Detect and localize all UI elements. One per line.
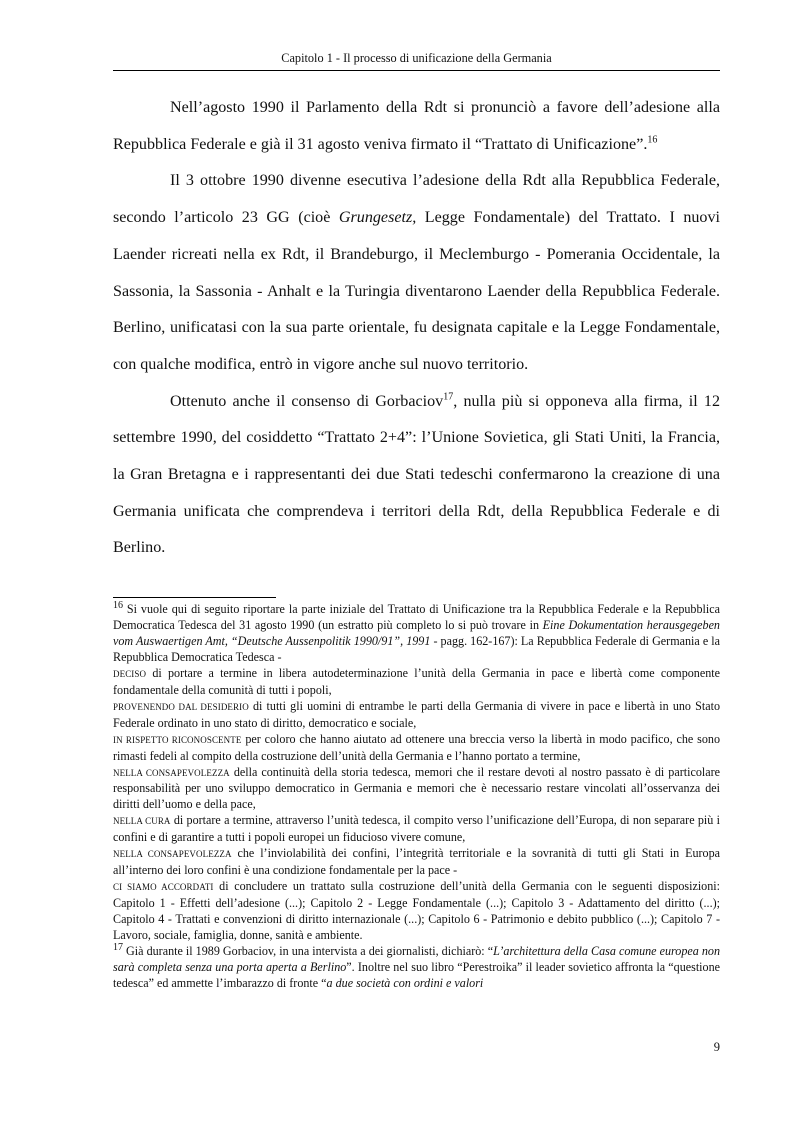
paragraph-1 <box>113 90 720 163</box>
footnote-17-marker: 17 <box>113 941 123 953</box>
footnote-16-text-a: Si vuole qui di seguito riportare la parte iniziale del Trattato di Unificazione tra la Repubblica Federale e la Repubblica Democratica Tedesca del 31 agosto 1990 (un estratto più completo lo si può trovare in <box>113 602 720 632</box>
clause-lead: NELLA CURA <box>113 816 171 827</box>
footnote-17-text-a: Già durante il 1989 Gorbaciov, in una intervista a dei giornalisti, dichiarò: “ <box>123 944 494 959</box>
clause-lead: NELLA CONSAPEVOLEZZA <box>113 849 232 860</box>
footnote-16-clause <box>113 846 720 879</box>
footnote-16-intro <box>113 599 720 666</box>
footnote-17-quote-1: L’architettura della Casa comune europea non sarà completa senza una porta aperta a Berlino <box>113 944 720 974</box>
paragraph-2-text-b: Legge Fondamentale) del Trattato. I nuovi Laender ricreati nella ex Rdt, il Brandeburgo, il Meclemburgo - Pomerania Occidentale, la Sassonia, la Sassonia - Anhalt e la Turingia diventarono Laender della Repubblica Federale. Berlino, unificatasi con la sua parte orientale, fu designata capitale e la Legge Fondamentale, con qualche modifica, entrò in vigore anche sul nuovo territorio. <box>113 209 720 373</box>
paragraph-3-text-a: Ottenuto anche il consenso di Gorbaciov <box>170 392 444 410</box>
paragraph-2-italic: Grungesetz, <box>338 209 417 227</box>
footnote-separator <box>113 597 276 598</box>
paragraph-3-text-b: , nulla più si opponeva alla firma, il 12 settembre 1990, del cosiddetto “Trattato 2+4”: l’Unione Sovietica, gli Stati Uniti, la Francia, la Gran Bretagna e i rappresentanti dei due Stati tedeschi confermarono la creazione di una Germania unificata che comprendeva i territori della Rdt, della Repubblica Federale e di Berlino. <box>113 392 720 557</box>
clause-lead: CI SIAMO ACCORDATI <box>113 882 214 893</box>
clause-lead: PROVENENDO DAL DESIDERIO <box>113 701 249 712</box>
footnote-16-text-b: - pagg. 162-167): La Repubblica Federale di Germania e la Repubblica Democratica Tedesca - <box>113 633 720 664</box>
footnote-17-text-b: ”. Inoltre nel suo libro “Perestroika” il leader sovietico affronta la “questione tedesca” ed ammette l’imbarazzo di fronte “ <box>113 959 720 990</box>
clause-text: di portare a termine, attraverso l’unità tedesca, il compito verso l’unificazione dell’Europa, di non separare più i confini e di garantire a tutti i popoli europei un fiducioso vivere comune, <box>113 813 720 845</box>
footnote-16-clause <box>113 813 720 846</box>
running-header <box>113 51 720 71</box>
clause-lead: DECISO <box>113 668 147 679</box>
clause-text: della continuità della storia tedesca, memori che il restare devoti al nostro passato è di particolare responsabilità per uno sviluppo democratico in Germania e memori che è necessario restare vincolati all’osservanza dei diritti dell’uomo e della pace, <box>113 764 720 812</box>
clause-text: per coloro che hanno aiutato ad ottenere una breccia verso la libertà in modo pacifico, che sono rimasti fedeli al compito della costruzione dell’unità della Germania e l’hanno portato a termine, <box>113 731 720 763</box>
footnote-16-clause <box>113 666 720 699</box>
footnotes <box>113 599 721 992</box>
body-text <box>113 90 720 567</box>
paragraph-1-text: Nell’agosto 1990 il Parlamento della Rdt si pronunciò a favore dell’adesione alla Repubblica Federale e già il 31 agosto veniva firmato il “Trattato di Unificazione”. <box>113 99 720 153</box>
footnote-ref-16[interactable]: 16 <box>647 134 658 146</box>
footnote-16-clause <box>113 699 720 732</box>
footnote-16-clause <box>113 765 720 814</box>
clause-lead: NELLA CONSAPEVOLEZZA <box>113 767 230 778</box>
footnote-16-clause <box>113 732 720 765</box>
footnote-16-clause <box>113 879 720 944</box>
clause-text: di portare a termine in libera autodeterminazione l’unità della Germania in pace e libertà come componente fondamentale della comunità di tutti i popoli, <box>113 665 720 697</box>
footnote-17-quote-2: a due società con ordini e valori <box>326 975 484 990</box>
clause-text: di tutti gli uomini di entrambe le parti della Germania di vivere in pace e libertà in uno Stato Federale ordinato in uno stato di diritto, democratico e sociale, <box>113 698 720 730</box>
clause-text: che l’inviolabilità dei confini, l’integrità territoriale e la sovranità di tutti gli Stati in Europa all’interno dei loro confini è una condizione fondamentale per la pace - <box>113 846 721 878</box>
footnote-16-source-title: Eine Dokumentation herausgegeben vom Auswaertigen Amt, “Deutsche Aussenpolitik 1990/91”, 1991 <box>113 617 720 648</box>
paragraph-2-text-a: Il 3 ottobre 1990 divenne esecutiva l’adesione della Rdt alla Repubblica Federale, secondo l’articolo 23 GG (cioè <box>113 172 720 227</box>
paragraph-3 <box>113 384 720 568</box>
clause-lead: IN RISPETTO RICONOSCENTE <box>113 734 242 745</box>
footnote-17 <box>113 941 720 992</box>
footnote-16-marker: 16 <box>113 599 123 611</box>
running-header-title: Capitolo 1 - Il processo di unificazione della Germania <box>281 51 552 65</box>
footnote-ref-17[interactable]: 17 <box>443 391 454 403</box>
page-number: 9 <box>713 1040 720 1054</box>
paragraph-2 <box>113 163 720 383</box>
clause-text: di concludere un trattato sulla costruzione dell’unità della Germania con le seguenti disposizioni: Capitolo 1 - Effetti dell’adesione (...); Capitolo 2 - Legge Fondamentale (...); Capitolo 3 - Adattamento del diritto (...); Capitolo 4 - Trattati e convenzioni di diritto internazionale (...); Capitolo 6 - Patrimonio e debito pubblico (...); Capitolo 7 - Lavoro, sociale, famiglia, donne, sanità e ambiente. <box>113 879 721 943</box>
